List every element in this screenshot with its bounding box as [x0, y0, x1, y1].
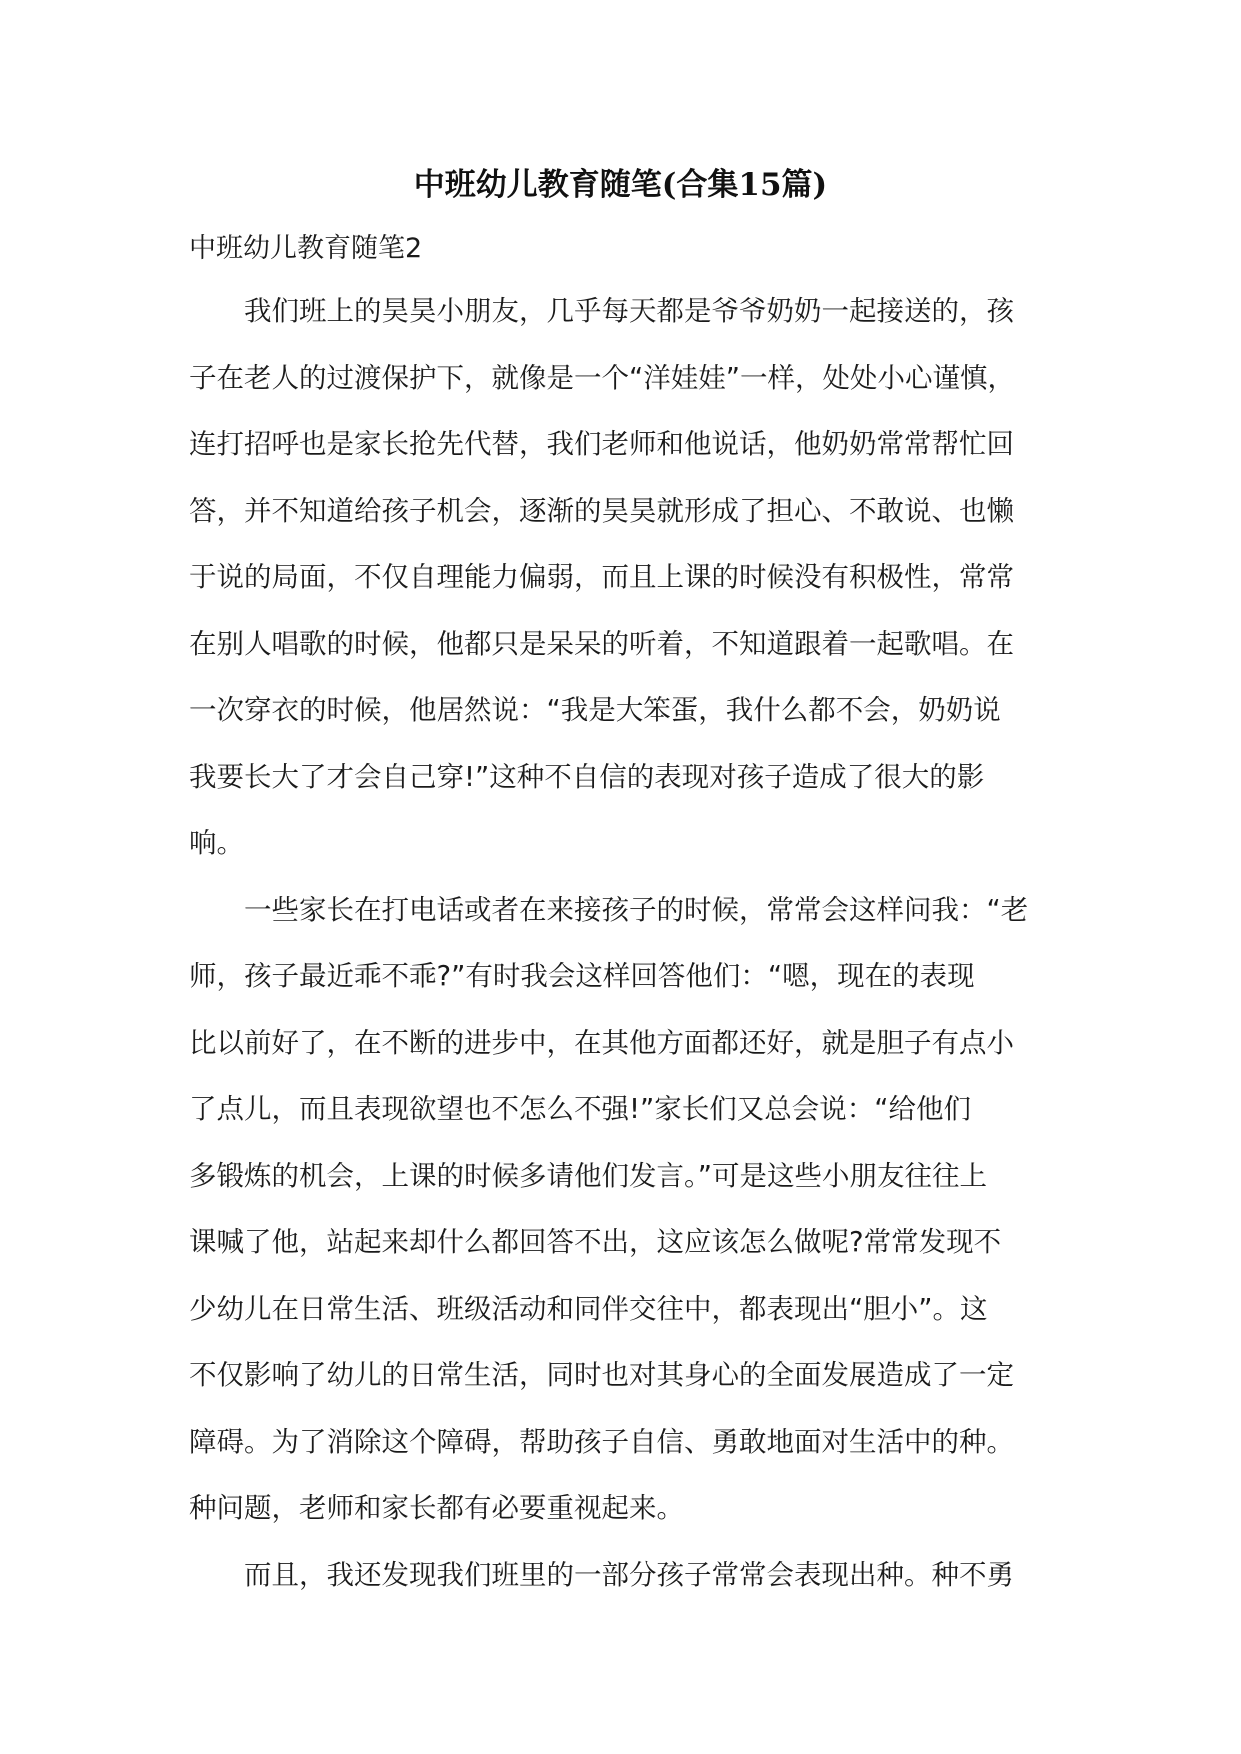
paragraph-line: 连打招呼也是家长抢先代替，我们老师和他说话，他奶奶常常帮忙回 — [189, 428, 1014, 460]
paragraph-line: 不仅影响了幼儿的日常生活，同时也对其身心的全面发展造成了一定 — [189, 1359, 1014, 1391]
paragraph-line: 师，孩子最近乖不乖?”有时我会这样回答他们：“嗯，现在的表现 — [189, 960, 975, 992]
paragraph-line: 多锻炼的机会，上课的时候多请他们发言。”可是这些小朋友往往上 — [189, 1159, 987, 1192]
paragraph-line: 于说的局面，不仅自理能力偏弱，而且上课的时候没有积极性，常常 — [189, 561, 1014, 593]
paragraph-line: 少幼儿在日常生活、班级活动和同伴交往中，都表现出“胆小”。这 — [189, 1292, 988, 1325]
paragraph-line: 我们班上的昊昊小朋友，几乎每天都是爷爷奶奶一起接送的，孩 — [189, 295, 1014, 327]
paragraph-line: 障碍。为了消除这个障碍，帮助孩子自信、勇敢地面对生活中的种。 — [189, 1425, 1014, 1458]
paragraph-line: 答，并不知道给孩子机会，逐渐的昊昊就形成了担心、不敢说、也懒 — [189, 494, 1014, 527]
paragraph-line: 一些家长在打电话或者在来接孩子的时候，常常会这样问我：“老 — [189, 893, 1029, 926]
paragraph-line: 一次穿衣的时候，他居然说：“我是大笨蛋，我什么都不会，奶奶说 — [189, 694, 1001, 726]
paragraph-line: 在别人唱歌的时候，他都只是呆呆的听着，不知道跟着一起歌唱。在 — [189, 627, 1014, 660]
paragraph-line: 种问题，老师和家长都有必要重视起来。 — [189, 1492, 684, 1524]
paragraph-line: 响。 — [189, 827, 244, 859]
paragraph — [189, 885, 1059, 1550]
paragraph-line: 我要长大了才会自己穿!”这种不自信的表现对孩子造成了很大的影 — [189, 760, 985, 793]
paragraph-line: 比以前好了，在不断的进步中，在其他方面都还好，就是胆子有点小 — [189, 1026, 1014, 1059]
document-body — [189, 286, 1059, 1616]
paragraph-line: 了点儿，而且表现欲望也不怎么不强!”家长们又总会说：“给他们 — [189, 1093, 972, 1125]
paragraph-line: 子在老人的过渡保护下，就像是一个“洋娃娃”一样，处处小心谨慎， — [189, 361, 1015, 394]
paragraph — [189, 286, 1059, 885]
paragraph — [189, 1550, 1059, 1617]
document-title: 中班幼儿教育随笔(合集15篇) — [413, 167, 828, 203]
document-subtitle: 中班幼儿教育随笔2 — [189, 233, 423, 264]
paragraph-line: 而且，我还发现我们班里的一部分孩子常常会表现出种。种不勇 — [189, 1558, 1014, 1591]
paragraph-line: 课喊了他，站起来却什么都回答不出，这应该怎么做呢?常常发现不 — [189, 1226, 1002, 1258]
